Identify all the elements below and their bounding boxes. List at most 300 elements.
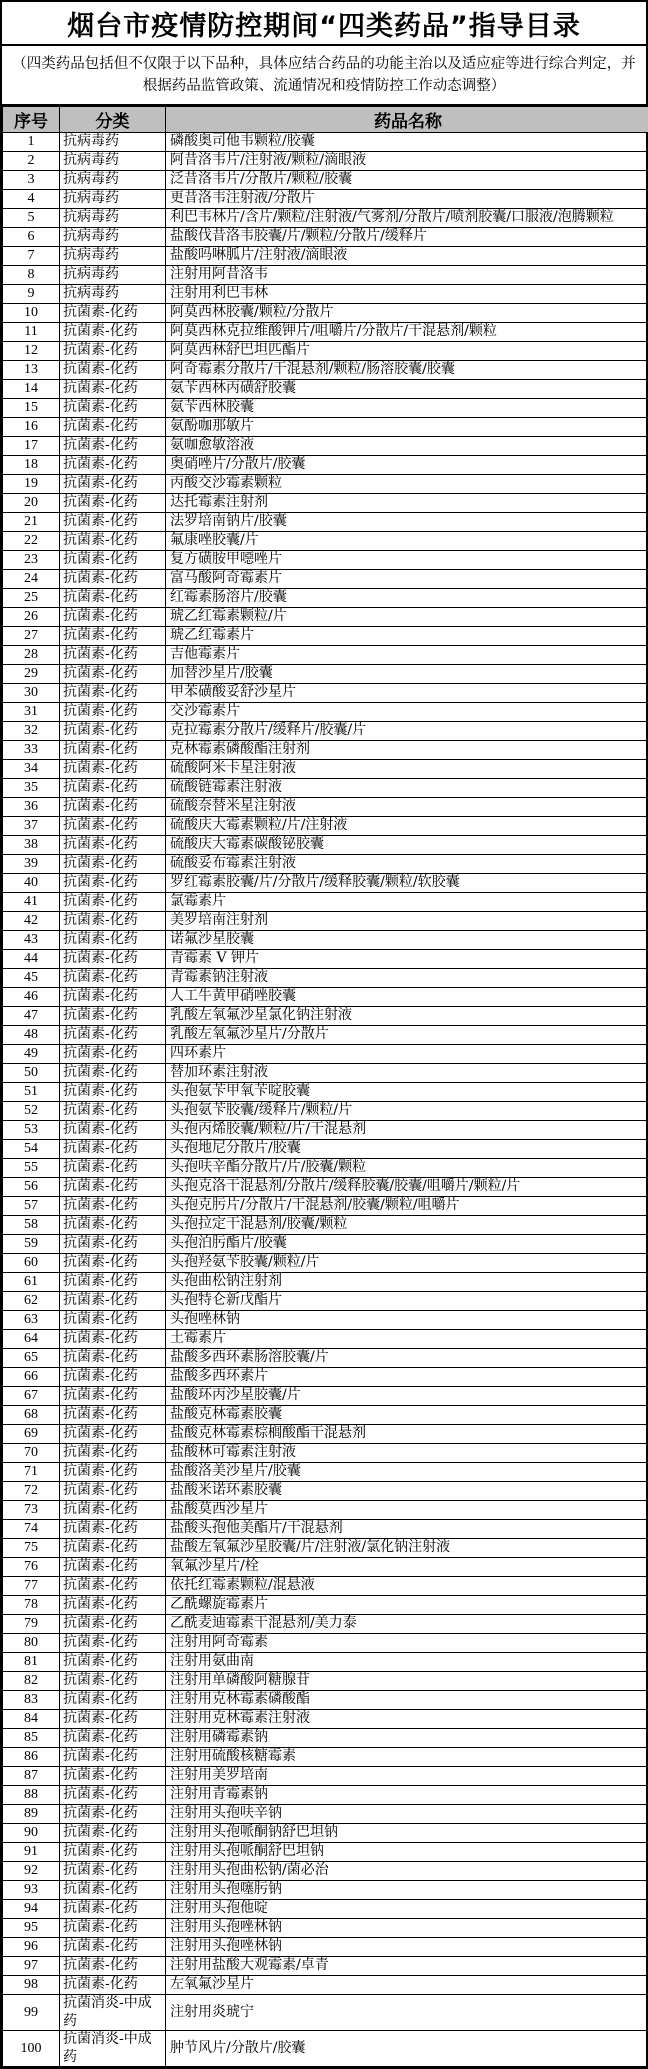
table-row	[3, 950, 648, 969]
row-serial: 76	[3, 1558, 60, 1577]
row-category: 抗菌素-化药	[60, 342, 166, 361]
row-drug-name: 盐酸多西环素肠溶胶囊/片	[166, 1349, 648, 1368]
scope-note: （四类药品包括但不仅限于以下品种，具体应结合药品的功能主治以及适应症等进行综合判定，并根据药品监管政策、流通情况和疫情防控工作动态调整）	[8, 53, 640, 98]
table-row	[3, 665, 648, 684]
row-serial: 28	[3, 646, 60, 665]
row-category: 抗菌素-化药	[60, 1083, 166, 1102]
table-row	[3, 1957, 648, 1976]
table-row	[3, 1558, 648, 1577]
row-serial: 24	[3, 570, 60, 589]
row-category: 抗菌素-化药	[60, 1292, 166, 1311]
row-category: 抗菌素-化药	[60, 1767, 166, 1786]
row-serial: 88	[3, 1786, 60, 1805]
row-drug-name: 硫酸链霉素注射液	[166, 779, 648, 798]
row-drug-name: 注射用利巴韦林	[166, 285, 648, 304]
row-serial: 42	[3, 912, 60, 931]
row-category: 抗菌素-化药	[60, 1805, 166, 1824]
table-row	[3, 1387, 648, 1406]
row-serial: 10	[3, 304, 60, 323]
row-category: 抗菌素-化药	[60, 1843, 166, 1862]
row-serial: 9	[3, 285, 60, 304]
column-header-drug-name: 药品名称	[166, 107, 648, 133]
row-category: 抗菌素-化药	[60, 1216, 166, 1235]
row-serial: 94	[3, 1900, 60, 1919]
table-row	[3, 209, 648, 228]
row-serial: 100	[3, 2031, 60, 2067]
row-serial: 74	[3, 1520, 60, 1539]
table-row	[3, 1824, 648, 1843]
row-drug-name: 乙酰螺旋霉素片	[166, 1596, 648, 1615]
row-serial: 39	[3, 855, 60, 874]
row-category: 抗菌素-化药	[60, 1387, 166, 1406]
row-serial: 19	[3, 475, 60, 494]
row-serial: 77	[3, 1577, 60, 1596]
row-drug-name: 头孢曲松钠注射剂	[166, 1273, 648, 1292]
table-row	[3, 228, 648, 247]
row-category: 抗菌素-化药	[60, 912, 166, 931]
drug-table	[2, 106, 648, 2067]
row-serial: 37	[3, 817, 60, 836]
row-serial: 4	[3, 190, 60, 209]
row-drug-name: 依托红霉素颗粒/混悬液	[166, 1577, 648, 1596]
row-category: 抗菌素-化药	[60, 1748, 166, 1767]
row-category: 抗菌素-化药	[60, 1938, 166, 1957]
row-drug-name: 头孢拉定干混悬剂/胶囊/颗粒	[166, 1216, 648, 1235]
row-serial: 82	[3, 1672, 60, 1691]
column-header-category: 分类	[60, 107, 166, 133]
table-row	[3, 266, 648, 285]
row-drug-name: 盐酸克林霉素胶囊	[166, 1406, 648, 1425]
row-serial: 70	[3, 1444, 60, 1463]
table-row	[3, 931, 648, 950]
row-category: 抗菌素-化药	[60, 1862, 166, 1881]
table-row	[3, 969, 648, 988]
table-row	[3, 1368, 648, 1387]
row-category: 抗菌素-化药	[60, 532, 166, 551]
row-drug-name: 氯霉素片	[166, 893, 648, 912]
row-category: 抗病毒药	[60, 133, 166, 152]
row-serial: 43	[3, 931, 60, 950]
row-category: 抗菌消炎-中成药	[60, 1995, 166, 2031]
table-row	[3, 1026, 648, 1045]
row-serial: 91	[3, 1843, 60, 1862]
table-row	[3, 1520, 648, 1539]
table-header	[3, 107, 648, 133]
table-row	[3, 1159, 648, 1178]
row-drug-name: 硫酸奈替米星注射液	[166, 798, 648, 817]
table-row	[3, 1577, 648, 1596]
table-row	[3, 190, 648, 209]
row-serial: 38	[3, 836, 60, 855]
row-serial: 32	[3, 722, 60, 741]
row-serial: 52	[3, 1102, 60, 1121]
row-category: 抗菌素-化药	[60, 988, 166, 1007]
row-serial: 64	[3, 1330, 60, 1349]
row-category: 抗菌素-化药	[60, 1102, 166, 1121]
row-category: 抗菌素-化药	[60, 741, 166, 760]
row-serial: 56	[3, 1178, 60, 1197]
row-category: 抗菌素-化药	[60, 1368, 166, 1387]
table-row	[3, 1786, 648, 1805]
table-row	[3, 741, 648, 760]
row-drug-name: 盐酸头孢他美酯片/干混悬剂	[166, 1520, 648, 1539]
table-row	[3, 1501, 648, 1520]
table-row	[3, 456, 648, 475]
table-row	[3, 1102, 648, 1121]
page-title: 烟台市疫情防控期间“四类药品”指导目录	[67, 4, 581, 43]
table-row	[3, 1254, 648, 1273]
row-serial: 68	[3, 1406, 60, 1425]
row-drug-name: 盐酸米诺环素胶囊	[166, 1482, 648, 1501]
table-row	[3, 323, 648, 342]
row-serial: 89	[3, 1805, 60, 1824]
row-category: 抗菌素-化药	[60, 1957, 166, 1976]
row-category: 抗菌素-化药	[60, 1558, 166, 1577]
table-row	[3, 532, 648, 551]
row-drug-name: 头孢氨苄甲氧苄啶胶囊	[166, 1083, 648, 1102]
row-serial: 65	[3, 1349, 60, 1368]
row-category: 抗病毒药	[60, 152, 166, 171]
row-drug-name: 注射用氨曲南	[166, 1653, 648, 1672]
row-category: 抗菌素-化药	[60, 570, 166, 589]
row-serial: 25	[3, 589, 60, 608]
row-drug-name: 注射用阿奇霉素	[166, 1634, 648, 1653]
row-drug-name: 头孢克洛干混悬剂/分散片/缓释胶囊/胶囊/咀嚼片/颗粒/片	[166, 1178, 648, 1197]
table-row	[3, 1197, 648, 1216]
table-row	[3, 1007, 648, 1026]
row-category: 抗病毒药	[60, 266, 166, 285]
row-drug-name: 注射用盐酸大观霉素/卓青	[166, 1957, 648, 1976]
row-category: 抗菌素-化药	[60, 684, 166, 703]
row-serial: 12	[3, 342, 60, 361]
row-drug-name: 罗红霉素胶囊/片/分散片/缓释胶囊/颗粒/软胶囊	[166, 874, 648, 893]
table-row	[3, 1634, 648, 1653]
row-category: 抗病毒药	[60, 171, 166, 190]
row-category: 抗菌素-化药	[60, 931, 166, 950]
table-row	[3, 1178, 648, 1197]
row-drug-name: 克林霉素磷酸酯注射剂	[166, 741, 648, 760]
row-category: 抗菌素-化药	[60, 1121, 166, 1140]
row-category: 抗菌素-化药	[60, 627, 166, 646]
row-drug-name: 头孢呋辛酯分散片/片/胶囊/颗粒	[166, 1159, 648, 1178]
row-serial: 93	[3, 1881, 60, 1900]
row-serial: 90	[3, 1824, 60, 1843]
row-category: 抗菌素-化药	[60, 1634, 166, 1653]
row-category: 抗菌素-化药	[60, 589, 166, 608]
row-drug-name: 头孢地尼分散片/胶囊	[166, 1140, 648, 1159]
row-serial: 71	[3, 1463, 60, 1482]
row-category: 抗菌素-化药	[60, 1178, 166, 1197]
row-serial: 44	[3, 950, 60, 969]
table-row	[3, 874, 648, 893]
column-header-serial: 序号	[3, 107, 60, 133]
table-row	[3, 171, 648, 190]
row-drug-name: 加替沙星片/胶囊	[166, 665, 648, 684]
row-category: 抗菌素-化药	[60, 893, 166, 912]
row-category: 抗菌素-化药	[60, 1026, 166, 1045]
row-drug-name: 盐酸吗啉胍片/注射液/滴眼液	[166, 247, 648, 266]
table-row	[3, 418, 648, 437]
row-drug-name: 土霉素片	[166, 1330, 648, 1349]
row-category: 抗病毒药	[60, 285, 166, 304]
row-serial: 62	[3, 1292, 60, 1311]
row-category: 抗菌素-化药	[60, 1919, 166, 1938]
row-serial: 97	[3, 1957, 60, 1976]
row-drug-name: 盐酸莫西沙星片	[166, 1501, 648, 1520]
table-row	[3, 1349, 648, 1368]
row-drug-name: 盐酸多西环素片	[166, 1368, 648, 1387]
row-drug-name: 盐酸左氧氟沙星胶囊/片/注射液/氯化钠注射液	[166, 1539, 648, 1558]
table-row	[3, 893, 648, 912]
table-row	[3, 836, 648, 855]
row-category: 抗菌素-化药	[60, 475, 166, 494]
row-category: 抗菌素-化药	[60, 1976, 166, 1995]
row-category: 抗菌素-化药	[60, 437, 166, 456]
table-row	[3, 988, 648, 1007]
table-row	[3, 361, 648, 380]
row-serial: 51	[3, 1083, 60, 1102]
row-drug-name: 氨酚咖那敏片	[166, 418, 648, 437]
row-drug-name: 硫酸庆大霉素颗粒/片/注射液	[166, 817, 648, 836]
row-category: 抗菌素-化药	[60, 1710, 166, 1729]
row-drug-name: 四环素片	[166, 1045, 648, 1064]
row-drug-name: 青霉素 V 钾片	[166, 950, 648, 969]
row-drug-name: 注射用美罗培南	[166, 1767, 648, 1786]
table-row	[3, 1995, 648, 2031]
row-category: 抗菌素-化药	[60, 1729, 166, 1748]
row-serial: 18	[3, 456, 60, 475]
table-row	[3, 1045, 648, 1064]
row-drug-name: 盐酸克林霉素棕榈酸酯干混悬剂	[166, 1425, 648, 1444]
row-serial: 16	[3, 418, 60, 437]
row-drug-name: 泛昔洛韦片/分散片/颗粒/胶囊	[166, 171, 648, 190]
row-category: 抗菌素-化药	[60, 836, 166, 855]
row-serial: 6	[3, 228, 60, 247]
table-row	[3, 1444, 648, 1463]
row-serial: 40	[3, 874, 60, 893]
row-serial: 79	[3, 1615, 60, 1634]
table-row	[3, 133, 648, 152]
row-category: 抗菌素-化药	[60, 1140, 166, 1159]
row-serial: 49	[3, 1045, 60, 1064]
row-drug-name: 注射用阿昔洛韦	[166, 266, 648, 285]
row-serial: 15	[3, 399, 60, 418]
row-category: 抗菌消炎-中成药	[60, 2031, 166, 2067]
row-drug-name: 注射用炎琥宁	[166, 1995, 648, 2031]
row-drug-name: 阿莫西林胶囊/颗粒/分散片	[166, 304, 648, 323]
row-category: 抗菌素-化药	[60, 703, 166, 722]
row-serial: 17	[3, 437, 60, 456]
row-category: 抗菌素-化药	[60, 779, 166, 798]
row-serial: 98	[3, 1976, 60, 1995]
row-category: 抗菌素-化药	[60, 874, 166, 893]
table-row	[3, 1862, 648, 1881]
row-drug-name: 氨咖愈敏溶液	[166, 437, 648, 456]
table-row	[3, 1729, 648, 1748]
row-category: 抗菌素-化药	[60, 646, 166, 665]
row-drug-name: 琥乙红霉素颗粒/片	[166, 608, 648, 627]
row-drug-name: 注射用青霉素钠	[166, 1786, 648, 1805]
table-row	[3, 1843, 648, 1862]
row-drug-name: 阿莫西林舒巴坦匹酯片	[166, 342, 648, 361]
row-serial: 5	[3, 209, 60, 228]
row-serial: 67	[3, 1387, 60, 1406]
row-drug-name: 利巴韦林片/含片/颗粒/注射液/气雾剂/分散片/喷剂胶囊/口服液/泡腾颗粒	[166, 209, 648, 228]
table-row	[3, 627, 648, 646]
row-category: 抗菌素-化药	[60, 380, 166, 399]
row-serial: 50	[3, 1064, 60, 1083]
table-row	[3, 513, 648, 532]
row-drug-name: 丙酸交沙霉素颗粒	[166, 475, 648, 494]
table-row	[3, 798, 648, 817]
row-serial: 54	[3, 1140, 60, 1159]
row-serial: 13	[3, 361, 60, 380]
row-category: 抗菌素-化药	[60, 1596, 166, 1615]
row-drug-name: 盐酸环丙沙星胶囊/片	[166, 1387, 648, 1406]
row-serial: 2	[3, 152, 60, 171]
table-row	[3, 1292, 648, 1311]
row-drug-name: 注射用克林霉素磷酸酯	[166, 1691, 648, 1710]
row-category: 抗菌素-化药	[60, 1691, 166, 1710]
row-drug-name: 注射用磷霉素钠	[166, 1729, 648, 1748]
row-serial: 33	[3, 741, 60, 760]
row-category: 抗菌素-化药	[60, 665, 166, 684]
row-serial: 85	[3, 1729, 60, 1748]
row-drug-name: 注射用头孢噻肟钠	[166, 1881, 648, 1900]
row-drug-name: 氨苄西林丙磺舒胶囊	[166, 380, 648, 399]
row-category: 抗菌素-化药	[60, 1482, 166, 1501]
table-row	[3, 1919, 648, 1938]
row-drug-name: 复方磺胺甲噁唑片	[166, 551, 648, 570]
row-drug-name: 琥乙红霉素片	[166, 627, 648, 646]
row-serial: 86	[3, 1748, 60, 1767]
table-row	[3, 1273, 648, 1292]
row-category: 抗菌素-化药	[60, 1311, 166, 1330]
table-row	[3, 1235, 648, 1254]
row-category: 抗菌素-化药	[60, 1615, 166, 1634]
row-drug-name: 盐酸洛美沙星片/胶囊	[166, 1463, 648, 1482]
table-row	[3, 1216, 648, 1235]
row-drug-name: 肿节风片/分散片/胶囊	[166, 2031, 648, 2067]
row-drug-name: 盐酸林可霉素注射液	[166, 1444, 648, 1463]
row-serial: 41	[3, 893, 60, 912]
table-row	[3, 342, 648, 361]
row-drug-name: 阿奇霉素分散片/干混悬剂/颗粒/肠溶胶囊/胶囊	[166, 361, 648, 380]
row-category: 抗菌素-化药	[60, 1064, 166, 1083]
table-row	[3, 1425, 648, 1444]
table-row	[3, 608, 648, 627]
row-drug-name: 注射用头孢唑林钠	[166, 1938, 648, 1957]
row-serial: 95	[3, 1919, 60, 1938]
row-category: 抗菌素-化药	[60, 1159, 166, 1178]
row-drug-name: 乳酸左氧氟沙星氯化钠注射液	[166, 1007, 648, 1026]
row-drug-name: 红霉素肠溶片/胶囊	[166, 589, 648, 608]
row-category: 抗病毒药	[60, 209, 166, 228]
row-serial: 78	[3, 1596, 60, 1615]
table-row	[3, 399, 648, 418]
row-drug-name: 硫酸妥布霉素注射液	[166, 855, 648, 874]
table-row	[3, 912, 648, 931]
row-serial: 11	[3, 323, 60, 342]
table-row	[3, 1653, 648, 1672]
row-drug-name: 头孢唑林钠	[166, 1311, 648, 1330]
row-category: 抗菌素-化药	[60, 1273, 166, 1292]
row-serial: 14	[3, 380, 60, 399]
row-serial: 27	[3, 627, 60, 646]
table-row	[3, 285, 648, 304]
row-serial: 3	[3, 171, 60, 190]
row-drug-name: 人工牛黄甲硝唑胶囊	[166, 988, 648, 1007]
row-drug-name: 达托霉素注射剂	[166, 494, 648, 513]
row-category: 抗菌素-化药	[60, 513, 166, 532]
table-row	[3, 1140, 648, 1159]
table-row	[3, 570, 648, 589]
row-drug-name: 注射用头孢唑林钠	[166, 1919, 648, 1938]
table-row	[3, 1083, 648, 1102]
row-category: 抗菌素-化药	[60, 1349, 166, 1368]
row-drug-name: 青霉素钠注射液	[166, 969, 648, 988]
row-serial: 36	[3, 798, 60, 817]
row-drug-name: 氧氟沙星片/栓	[166, 1558, 648, 1577]
row-drug-name: 吉他霉素片	[166, 646, 648, 665]
row-drug-name: 更昔洛韦注射液/分散片	[166, 190, 648, 209]
row-drug-name: 注射用头孢哌酮舒巴坦钠	[166, 1843, 648, 1862]
row-drug-name: 注射用头孢他啶	[166, 1900, 648, 1919]
row-drug-name: 注射用头孢曲松钠/菌必治	[166, 1862, 648, 1881]
row-serial: 80	[3, 1634, 60, 1653]
row-drug-name: 交沙霉素片	[166, 703, 648, 722]
row-serial: 8	[3, 266, 60, 285]
table-row	[3, 722, 648, 741]
row-drug-name: 克拉霉素分散片/缓释片/胶囊/片	[166, 722, 648, 741]
row-drug-name: 阿昔洛韦片/注射液/颗粒/滴眼液	[166, 152, 648, 171]
row-drug-name: 乙酰麦迪霉素干混悬剂/美力泰	[166, 1615, 648, 1634]
row-serial: 69	[3, 1425, 60, 1444]
row-serial: 34	[3, 760, 60, 779]
row-serial: 73	[3, 1501, 60, 1520]
table-row	[3, 1463, 648, 1482]
row-category: 抗菌素-化药	[60, 1539, 166, 1558]
table-row	[3, 1330, 648, 1349]
table-row	[3, 1539, 648, 1558]
row-serial: 47	[3, 1007, 60, 1026]
row-category: 抗菌素-化药	[60, 760, 166, 779]
row-category: 抗菌素-化药	[60, 1577, 166, 1596]
table-header-row	[3, 107, 648, 133]
table-row	[3, 1710, 648, 1729]
row-category: 抗菌素-化药	[60, 1520, 166, 1539]
table-row	[3, 646, 648, 665]
row-serial: 21	[3, 513, 60, 532]
table-row	[3, 1596, 648, 1615]
row-category: 抗菌素-化药	[60, 1653, 166, 1672]
row-category: 抗病毒药	[60, 247, 166, 266]
row-serial: 81	[3, 1653, 60, 1672]
row-serial: 72	[3, 1482, 60, 1501]
table-row	[3, 1805, 648, 1824]
table-row	[3, 1767, 648, 1786]
row-category: 抗菌素-化药	[60, 1045, 166, 1064]
row-drug-name: 硫酸庆大霉素碳酸铋胶囊	[166, 836, 648, 855]
row-category: 抗菌素-化药	[60, 1444, 166, 1463]
row-drug-name: 氨苄西林胶囊	[166, 399, 648, 418]
row-drug-name: 乳酸左氧氟沙星片/分散片	[166, 1026, 648, 1045]
row-drug-name: 美罗培南注射剂	[166, 912, 648, 931]
row-category: 抗菌素-化药	[60, 399, 166, 418]
row-drug-name: 硫酸阿米卡星注射液	[166, 760, 648, 779]
row-category: 抗菌素-化药	[60, 608, 166, 627]
row-drug-name: 诺氟沙星胶囊	[166, 931, 648, 950]
